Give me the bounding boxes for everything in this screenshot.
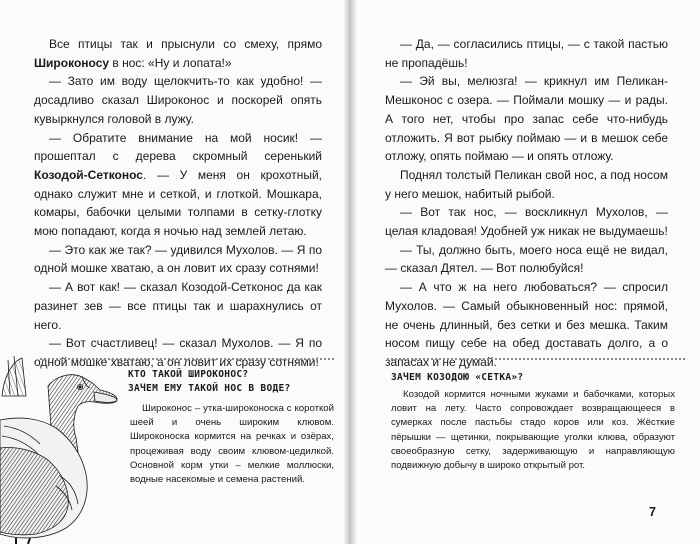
right-page <box>351 0 700 544</box>
box-title: КТО ТАКОЙ ШИРОКОНОС? ЗАЧЕМ ЕМУ ТАКОЙ НОС В ВОДЕ? <box>128 369 291 394</box>
paragraph: — Ты, должно быть, моего носа ещё не видал, — сказал Дятел. — Вот полюбуйся! <box>385 242 668 276</box>
dotted-divider <box>387 358 685 360</box>
shoveler-duck-icon <box>0 356 120 544</box>
page-number: 7 <box>649 505 656 519</box>
paragraph: — Вот счастливец! — сказал Мухолов. — Я по одной мошке хватаю, а он ловит их сразу сотнями! <box>34 336 322 369</box>
box-title: ЗАЧЕМ КОЗОДОЮ «СЕТКА»? <box>391 372 524 383</box>
info-box-text: Козодой кормится ночными жуками и бабочками, которых ловит на лету. Часто сопровождает возвращающееся в сумерках после пастьбы стадо коров или коз. Жёсткие пёрышки — щетинки, покрывающие уголки клюва, образуют своеобразную сетку, задерживающую и направляющую подвижную добычу в широко открытый рот. <box>391 389 675 472</box>
left-page <box>0 0 349 544</box>
book-gutter <box>343 0 357 544</box>
paragraph: — Вот так нос, — воскликнул Мухолов, — целая кладовая! Удобней уж никак не выдумаешь! <box>385 205 668 239</box>
paragraph: Все птицы так и прыснули со смеху, прямо Широконосу в нос: «Ну и лопата!» <box>34 37 322 70</box>
paragraph: — А что ж на него любоваться? — спросил Мухолов. — Самый обыкновенный нос: прямой, не очень длинный, без сетки и без мешка. Таким носом пищу себе на обед доставать долго, а о запасах и не думай. <box>385 280 668 369</box>
paragraph: Поднял толстый Пеликан свой нос, а под носом у него мешок, набитый рыбой. <box>385 167 668 201</box>
paragraph: — А вот как! — сказал Козодой-Сетконос да как разинет зев — все птицы так и шарахнулись от него. <box>34 280 322 332</box>
paragraph: — Зато им воду щелокчить-то как удобно! — досадливо сказал Широконос и поскорей опять кувыркнулся головой в лужу. <box>34 74 322 126</box>
paragraph: — Обратите внимание на мой носик! — прошептал с дерева скромный серенький Козодой-Сетконос. — У меня он крохотный, однако служит мне и сеткой, и глоткой. Мошкара, комары, бабочки целыми толпами в сетку-глотку мою попадают, когда я ночью над землей летаю. <box>34 130 322 239</box>
paragraph: — Это как же так? — удивился Мухолов. — Я по одной мошке хватаю, а он ловит их сразу сотнями! <box>34 242 322 276</box>
right-story-text <box>385 35 668 372</box>
info-box-text: Широконос – утка-широконоска с короткой шеей и очень широким клювом. Широконоска кормится на речках и озёрах, процеживая воду своим клювом-цедилкой. Основной корм утки – мелкие моллюски, водные насекомые и семена растений. <box>130 403 334 486</box>
paragraph: — Эй вы, мелюзга! — крикнул им Пеликан-Мешконос с озера. — Поймали мошку — и рады. А того нет, чтобы про запас себе что-нибудь отложить. Я вот рыбку поймаю — и в мешок себе отложу, опять поймаю — и опять отложу. <box>385 74 668 164</box>
paragraph: — Да, — согласились птицы, — с такой пастью не пропадёшь! <box>385 37 668 70</box>
left-story-text <box>34 35 322 372</box>
